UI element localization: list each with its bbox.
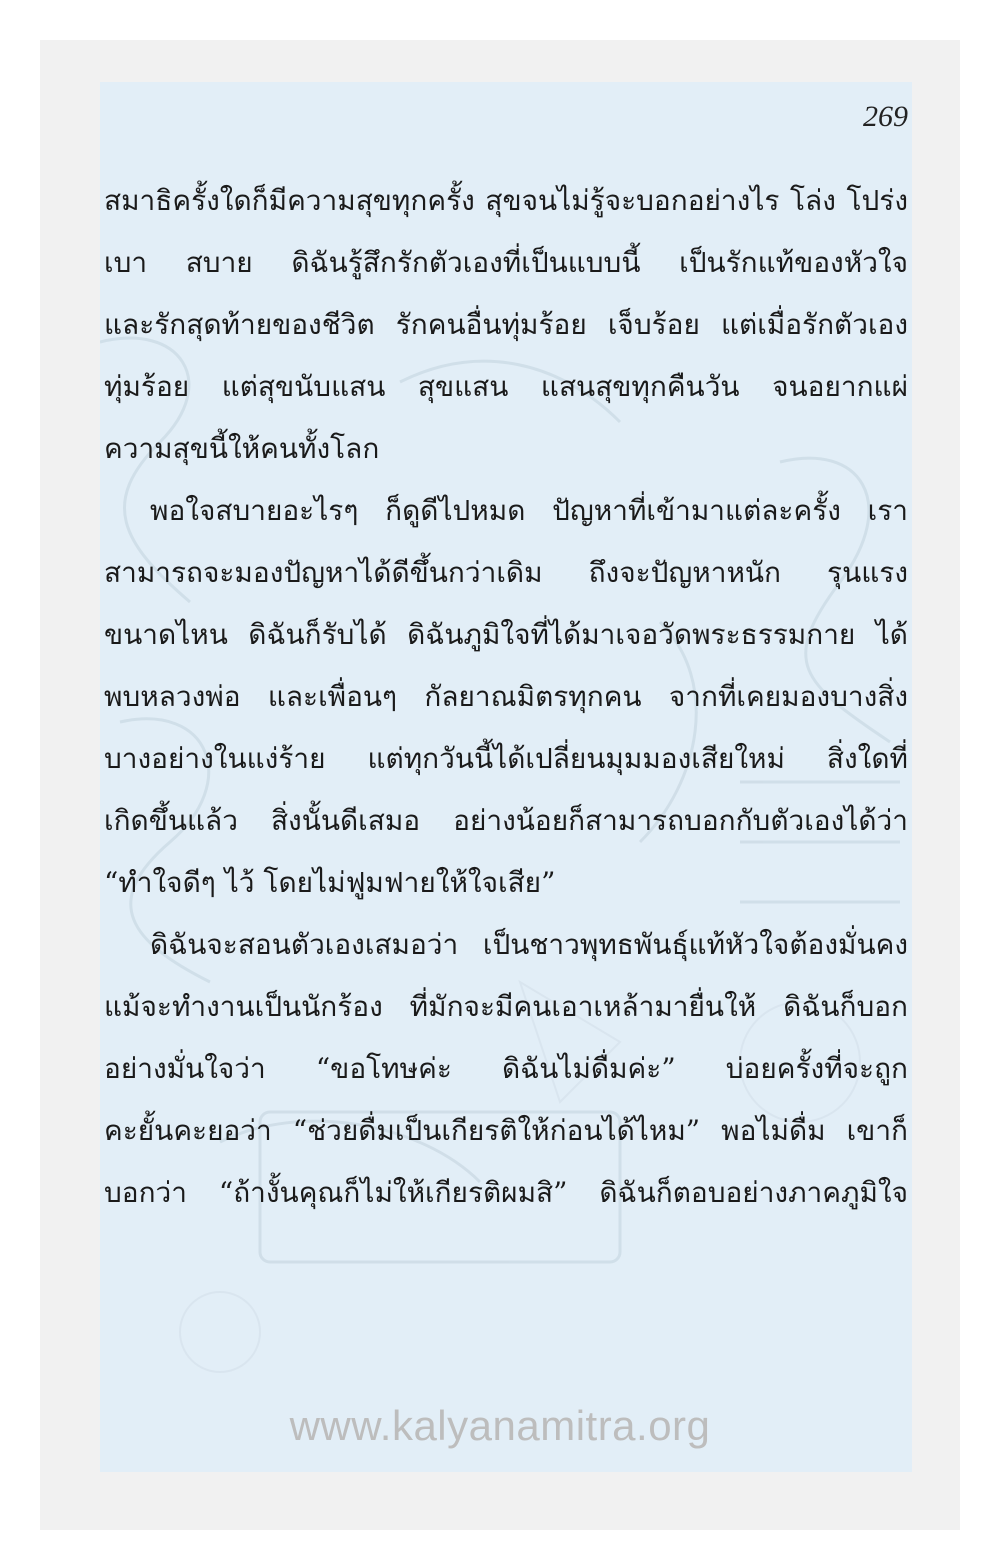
text-line: บอกว่า “ถ้างั้นคุณก็ไม่ให้เกียรติผมสิ” ดิฉันก็ตอบอย่างภาคภูมิใจ [104,1176,908,1209]
paragraph [104,480,908,914]
text-line: อย่างมั่นใจว่า “ขอโทษค่ะ ดิฉันไม่ดื่มค่ะ” บ่อยครั้งที่จะถูก [104,1052,908,1085]
text-line: คะยั้นคะยอว่า “ช่วยดื่มเป็นเกียรติให้ก่อนได้ไหม” พอไม่ดื่ม เขาก็ [104,1114,908,1147]
text-line: และรักสุดท้ายของชีวิต รักคนอื่นทุ่มร้อย เจ็บร้อย แต่เมื่อรักตัวเอง [104,308,908,341]
text-line: ขนาดไหน ดิฉันก็รับได้ ดิฉันภูมิใจที่ได้มาเจอวัดพระธรรมกาย ได้ [104,618,908,651]
text-line: สมาธิครั้งใดก็มีความสุขทุกครั้ง สุขจนไม่รู้จะบอกอย่างไร โล่ง โปร่ง [104,184,908,217]
text-line: สามารถจะมองปัญหาได้ดีขึ้นกว่าเดิม ถึงจะปัญหาหนัก รุนแรง [104,556,908,589]
text-line: แม้จะทำงานเป็นนักร้อง ที่มักจะมีคนเอาเหล้ามายื่นให้ ดิฉันก็บอก [104,990,908,1023]
text-line: พบหลวงพ่อ และเพื่อนๆ กัลยาณมิตรทุกคน จากที่เคยมองบางสิ่ง [104,680,908,713]
watermark: www.kalyanamitra.org [289,1402,711,1449]
text-line: ความสุขนี้ให้คนทั้งโลก [104,432,380,465]
text-line: เบา สบาย ดิฉันรู้สึกรักตัวเองที่เป็นแบบนี้ เป็นรักแท้ของหัวใจ [104,246,908,279]
text-line: ทุ่มร้อย แต่สุขนับแสน สุขแสน แสนสุขทุกคืนวัน จนอยากแผ่ [104,370,908,403]
paragraph [104,170,908,480]
text-line: พอใจสบายอะไรๆ ก็ดูดีไปหมด ปัญหาที่เข้ามาแต่ละครั้ง เรา [150,494,908,527]
text-line: บางอย่างในแง่ร้าย แต่ทุกวันนี้ได้เปลี่ยนมุมมองเสียใหม่ สิ่งใดที่ [104,742,908,775]
text-line: ดิฉันจะสอนตัวเองเสมอว่า เป็นชาวพุทธพันธุ์แท้หัวใจต้องมั่นคง [150,928,908,961]
paragraph [104,914,908,1224]
page-number: 269 [863,100,908,133]
text-line: “ทำใจดีๆ ไว้ โดยไม่ฟูมฟายให้ใจเสีย” [104,866,556,899]
body-text [104,170,908,1224]
text-line: เกิดขึ้นแล้ว สิ่งนั้นดีเสมอ อย่างน้อยก็สามารถบอกกับตัวเองได้ว่า [104,804,908,837]
